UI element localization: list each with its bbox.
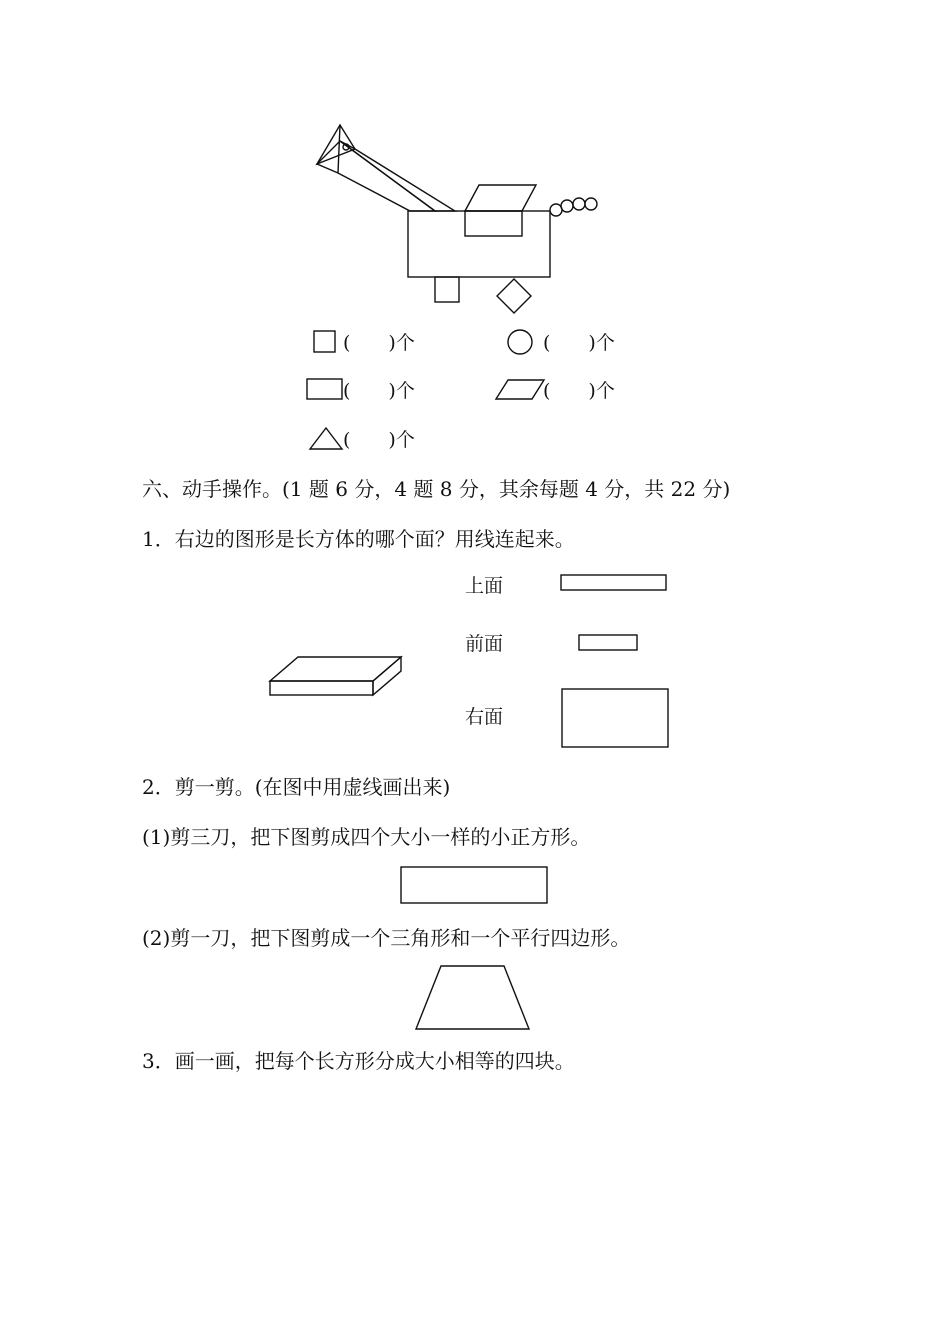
cuboid-figure [268,654,404,698]
horse-leg-square [435,277,459,302]
rectangle-count-blank[interactable]: ( )个 [343,380,415,402]
face-label-top: 上面 [465,575,504,597]
square-count-blank[interactable]: ( )个 [343,332,415,354]
square-icon [313,330,337,354]
section-six-heading: 六、动手操作。(1 题 6 分，4 题 8 分，其余每题 4 分，共 22 分) [142,477,731,501]
horse-body-rectangle [408,211,550,277]
horse-neck-parallelogram [340,141,455,211]
face-option-small-rectangle[interactable] [578,634,640,654]
question-2-sub2-text: (2)剪一刀，把下图剪成一个三角形和一个平行四边形。 [142,926,631,950]
parallelogram-count-blank[interactable]: ( )个 [543,380,615,402]
parallelogram-icon [494,378,546,402]
face-label-front: 前面 [465,633,504,655]
circle-icon [506,328,534,356]
cut-rectangle[interactable] [400,866,550,906]
horse-leg-diamond [497,279,531,313]
cut-trapezoid[interactable] [414,964,532,1032]
face-label-right: 右面 [465,706,504,728]
rectangle-icon [306,378,344,402]
circle-count-blank[interactable]: ( )个 [543,332,615,354]
horse-saddle [465,185,536,211]
question-3-text: 3．画一画，把每个长方形分成大小相等的四块。 [142,1049,575,1073]
question-2-text: 2．剪一剪。(在图中用虚线画出来) [142,775,451,799]
question-1-text: 1．右边的图形是长方体的哪个面？用线连起来。 [142,527,575,551]
shape-horse-figure [300,115,610,320]
triangle-count-blank[interactable]: ( )个 [343,429,415,451]
face-option-long-rectangle[interactable] [560,574,670,592]
triangle-icon [308,426,344,452]
face-option-large-rectangle[interactable] [561,688,671,750]
question-2-sub1-text: (1)剪三刀，把下图剪成四个大小一样的小正方形。 [142,825,591,849]
